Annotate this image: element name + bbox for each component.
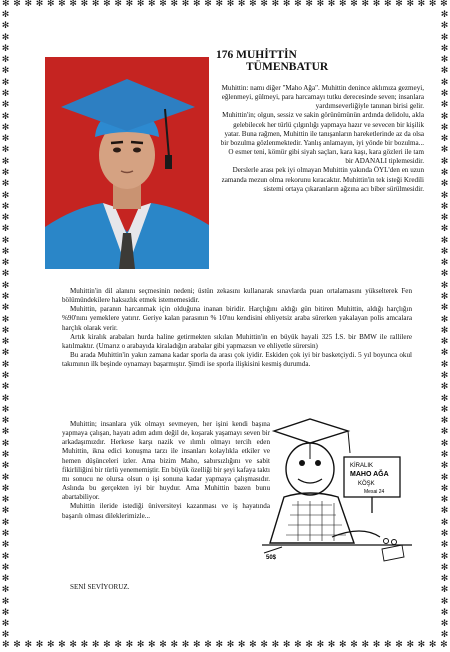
- border-star-icon: ✻: [440, 77, 449, 88]
- border-star-icon: ✻: [1, 348, 10, 359]
- border-star-icon: ✻: [339, 640, 347, 650]
- border-star-icon: ✻: [1, 134, 10, 145]
- border-star-icon: ✻: [395, 640, 403, 650]
- border-star-icon: ✻: [58, 640, 66, 650]
- border-star-icon: ✻: [440, 551, 449, 562]
- border-star-icon: ✻: [1, 517, 10, 528]
- border-star-icon: ✻: [1, 213, 10, 224]
- border-star-icon: ✻: [361, 640, 370, 650]
- border-star-icon: ✻: [417, 0, 426, 9]
- border-star-icon: ✻: [204, 0, 212, 9]
- intro-paragraph: Muhittin'in; olgun, sessiz ve sakin görünümünün ardında delidolu, akla gelebilecek her türlü çılgınlığı yapmaya hazır ve sevecen bir kişilik yatar. Buna rağmen, Muhittin ile tanışanların hareketlerinde az da olsa bir bozulma gözlenmektedir. Yanlış anlamayın, iyi yönde bir bozulma...: [220, 111, 424, 147]
- border-star-icon: ✻: [1, 190, 10, 201]
- border-star-icon: ✻: [440, 528, 449, 539]
- border-star-icon: ✻: [46, 0, 55, 9]
- border-star-icon: ✻: [440, 213, 449, 224]
- border-star-icon: ✻: [440, 100, 449, 111]
- border-star-icon: ✻: [1, 607, 10, 618]
- border-star-icon: ✻: [136, 0, 145, 9]
- border-star-icon: ✻: [440, 280, 449, 291]
- border-star-icon: ✻: [91, 640, 100, 650]
- border-star-icon: ✻: [170, 640, 179, 650]
- border-star-icon: ✻: [406, 640, 414, 650]
- border-star-icon: ✻: [440, 224, 449, 235]
- border-star-icon: ✻: [215, 640, 223, 650]
- border-star-icon: ✻: [1, 314, 10, 325]
- border-star-icon: ✻: [440, 134, 449, 145]
- border-star-icon: ✻: [148, 0, 156, 9]
- border-star-icon: ✻: [294, 640, 302, 650]
- border-star-icon: ✻: [192, 0, 201, 9]
- border-star-icon: ✻: [440, 438, 449, 449]
- border-star-icon: ✻: [1, 21, 10, 32]
- border-star-icon: ✻: [440, 32, 449, 43]
- border-star-icon: ✻: [1, 574, 10, 585]
- border-star-icon: ✻: [350, 0, 358, 9]
- border-star-icon: ✻: [440, 382, 449, 393]
- border-star-icon: ✻: [192, 640, 201, 650]
- body-paragraph: Muhittin ileride istediği üniversiteyi kazanması ve iş hayatında başarılı olması dileklerimizle...: [62, 502, 270, 520]
- border-star-icon: ✻: [440, 88, 449, 99]
- border-star-icon: ✻: [440, 495, 449, 506]
- border-star-icon: ✻: [80, 0, 89, 9]
- intro-text-column: [219, 84, 424, 194]
- border-star-icon: ✻: [103, 640, 111, 650]
- closing-line: [62, 583, 262, 592]
- border-star-icon: ✻: [1, 224, 10, 235]
- border-star-icon: ✻: [1, 179, 10, 190]
- intro-paragraph: Muhittin: namı diğer "Maho Ağa". Muhittin denince aklımıza gezmeyi, eğlenmeyi, gülmeyi, para harcamayı tutku derecesinde seven; insanlara yardımseverliğiyle tanınan birisi gelir.: [221, 84, 424, 111]
- border-star-icon: ✻: [1, 506, 10, 517]
- border-star-icon: ✻: [1, 630, 10, 641]
- border-star-icon: ✻: [125, 0, 134, 9]
- border-star-icon: ✻: [24, 640, 33, 650]
- border-star-icon: ✻: [13, 640, 21, 650]
- border-star-icon: ✻: [440, 540, 449, 551]
- border-star-icon: ✻: [339, 0, 347, 9]
- border-star-icon: ✻: [13, 0, 21, 9]
- student-name-heading: [216, 49, 416, 73]
- border-star-icon: ✻: [350, 640, 358, 650]
- border-star-icon: ✻: [260, 0, 268, 9]
- border-star-icon: ✻: [69, 640, 77, 650]
- intro-paragraph: O esmer teni, kömür gibi siyah saçları, kara kaşı, kara gözleri ile tam bir ADANALI tiplemesidir.: [228, 148, 424, 166]
- border-star-icon: ✻: [440, 21, 449, 32]
- border-star-icon: ✻: [440, 393, 449, 404]
- border-star-icon: ✻: [1, 427, 10, 438]
- border-star-icon: ✻: [383, 640, 392, 650]
- border-star-icon: ✻: [428, 640, 437, 650]
- border-star-icon: ✻: [440, 292, 449, 303]
- border-star-icon: ✻: [440, 201, 449, 212]
- border-star-icon: ✻: [440, 585, 449, 596]
- border-star-icon: ✻: [136, 640, 145, 650]
- border-star-icon: ✻: [440, 640, 448, 650]
- border-star-icon: ✻: [440, 145, 449, 156]
- border-star-icon: ✻: [1, 258, 10, 269]
- border-star-icon: ✻: [440, 607, 449, 618]
- border-star-icon: ✻: [440, 235, 449, 246]
- left-text-column: [62, 420, 270, 521]
- border-star-icon: ✻: [440, 337, 449, 348]
- border-star-icon: ✻: [1, 393, 10, 404]
- border-star-icon: ✻: [428, 0, 437, 9]
- student-portrait-photo: [45, 57, 209, 269]
- border-star-icon: ✻: [440, 66, 449, 77]
- border-star-icon: ✻: [114, 0, 122, 9]
- border-star-icon: ✻: [305, 0, 313, 9]
- border-star-icon: ✻: [440, 122, 449, 133]
- border-star-icon: ✻: [1, 528, 10, 539]
- border-star-icon: ✻: [440, 325, 449, 336]
- border-star-icon: ✻: [440, 156, 449, 167]
- border-star-icon: ✻: [440, 303, 449, 314]
- border-star-icon: ✻: [294, 0, 302, 9]
- border-star-icon: ✻: [1, 619, 10, 630]
- border-star-icon: ✻: [395, 0, 403, 9]
- body-paragraph: Bu arada Muhittin'in yakın zamana kadar sporla da arası çok iyidir. Eskiden çok iyi bir basketçiydi. 5 yıl boyunca okul takımının ilk beşinde oynamayı başarmıştır. Şimdi ise sporla ilişkisini kesmiş durumda.: [62, 351, 412, 369]
- border-star-icon: ✻: [1, 416, 10, 427]
- border-star-icon: ✻: [215, 0, 223, 9]
- border-star-icon: ✻: [1, 438, 10, 449]
- border-star-icon: ✻: [271, 0, 280, 9]
- border-star-icon: ✻: [1, 382, 10, 393]
- border-star-icon: ✻: [1, 66, 10, 77]
- border-star-icon: ✻: [372, 0, 381, 9]
- border-star-icon: ✻: [440, 258, 449, 269]
- graduate-cartoon-illustration: [262, 413, 412, 573]
- border-star-icon: ✻: [1, 472, 10, 483]
- border-star-icon: ✻: [440, 461, 449, 472]
- border-star-icon: ✻: [440, 179, 449, 190]
- border-star-icon: ✻: [316, 0, 325, 9]
- border-star-icon: ✻: [440, 630, 449, 641]
- border-star-icon: ✻: [103, 0, 111, 9]
- border-star-icon: ✻: [69, 0, 77, 9]
- border-star-icon: ✻: [2, 640, 10, 650]
- border-star-icon: ✻: [1, 280, 10, 291]
- border-star-icon: ✻: [1, 371, 10, 381]
- border-star-icon: ✻: [1, 246, 10, 257]
- border-star-icon: ✻: [237, 0, 246, 9]
- border-star-icon: ✻: [1, 596, 10, 607]
- border-star-icon: ✻: [440, 562, 449, 573]
- border-star-icon: ✻: [440, 10, 449, 20]
- border-star-icon: ✻: [1, 585, 10, 596]
- border-star-icon: ✻: [1, 122, 10, 133]
- border-star-icon: ✻: [440, 371, 449, 381]
- border-star-icon: ✻: [1, 325, 10, 336]
- sign-text-line3: KÖŞK: [358, 481, 375, 487]
- border-star-icon: ✻: [440, 246, 449, 257]
- border-star-icon: ✻: [406, 0, 414, 9]
- border-star-icon: ✻: [1, 359, 10, 370]
- border-star-icon: ✻: [159, 0, 167, 9]
- border-star-icon: ✻: [1, 551, 10, 562]
- border-star-icon: ✻: [1, 167, 10, 178]
- border-star-icon: ✻: [1, 483, 10, 494]
- border-star-icon: ✻: [361, 0, 370, 9]
- number-and-first-name: 176 MUHİTTİN: [216, 49, 297, 61]
- border-star-icon: ✻: [1, 461, 10, 472]
- border-star-icon: ✻: [440, 416, 449, 427]
- border-star-icon: ✻: [1, 10, 10, 20]
- border-star-icon: ✻: [260, 640, 268, 650]
- border-star-icon: ✻: [440, 269, 449, 280]
- border-star-icon: ✻: [226, 0, 235, 9]
- border-star-icon: ✻: [305, 640, 313, 650]
- border-star-icon: ✻: [440, 359, 449, 370]
- border-star-icon: ✻: [204, 640, 212, 650]
- border-star-icon: ✻: [181, 640, 190, 650]
- border-star-icon: ✻: [1, 77, 10, 88]
- border-star-icon: ✻: [282, 0, 291, 9]
- border-star-icon: ✻: [372, 640, 381, 650]
- full-width-text: [62, 287, 412, 369]
- border-star-icon: ✻: [35, 640, 44, 650]
- border-star-icon: ✻: [282, 640, 291, 650]
- border-star-icon: ✻: [1, 201, 10, 212]
- body-paragraph: Artık kiralık arabaları hurda haline getirmekten sıkılan Muhittin'in en büyük hayali 325 İ.S. bir BMW ile rallilere katılmaktır. (Umarız o arabayıda kiraladığın arabalar gibi yapmazsın ve ehliyetle sürersin): [62, 332, 412, 350]
- border-star-icon: ✻: [440, 517, 449, 528]
- border-star-icon: ✻: [271, 640, 280, 650]
- sign-text-line2: MAHO AĞA: [350, 471, 389, 478]
- border-star-icon: ✻: [1, 337, 10, 348]
- border-star-icon: ✻: [383, 0, 392, 9]
- border-star-icon: ✻: [440, 111, 449, 122]
- border-star-icon: ✻: [440, 619, 449, 630]
- border-star-icon: ✻: [1, 43, 10, 54]
- border-star-icon: ✻: [1, 156, 10, 167]
- sign-text-line1: KİRALIK: [350, 463, 374, 469]
- border-star-icon: ✻: [1, 404, 10, 415]
- border-star-icon: ✻: [1, 235, 10, 246]
- border-star-icon: ✻: [148, 640, 156, 650]
- closing-text: SENİ SEVİYORUZ.: [70, 583, 130, 591]
- sign-text-line4: Mesai 24: [364, 489, 385, 495]
- border-star-icon: ✻: [417, 640, 426, 650]
- border-star-icon: ✻: [327, 640, 336, 650]
- border-star-icon: ✻: [125, 640, 134, 650]
- border-star-icon: ✻: [249, 0, 257, 9]
- border-star-icon: ✻: [1, 495, 10, 506]
- border-star-icon: ✻: [440, 348, 449, 359]
- border-star-icon: ✻: [80, 640, 89, 650]
- border-star-icon: ✻: [2, 0, 10, 9]
- border-star-icon: ✻: [91, 0, 100, 9]
- border-star-icon: ✻: [440, 43, 449, 54]
- border-star-icon: ✻: [440, 167, 449, 178]
- border-star-icon: ✻: [440, 574, 449, 585]
- border-star-icon: ✻: [35, 0, 44, 9]
- border-star-icon: ✻: [181, 0, 190, 9]
- border-star-icon: ✻: [440, 506, 449, 517]
- border-star-icon: ✻: [170, 0, 179, 9]
- border-star-icon: ✻: [316, 640, 325, 650]
- border-star-icon: ✻: [1, 269, 10, 280]
- border-star-icon: ✻: [440, 427, 449, 438]
- body-paragraph: Muhittin, paranın harcanmak için olduğuna inanan biridir. Harçlığını aldığı gün bitiren Muhittin, aldığı harçlığın %90'nını yemeklere yatırır. Geriye kalan parasının % 10'nu kendisini ehliyetsiz araba sürerken yakalayan polis amcalara harçlık olarak verir.: [62, 305, 412, 332]
- border-star-icon: ✻: [440, 404, 449, 415]
- border-star-icon: ✻: [237, 640, 246, 650]
- border-star-icon: ✻: [1, 449, 10, 460]
- body-paragraph: Muhittin'in dil alanını seçmesinin nedeni; üstün zekasını kullanarak sınavlarda puan ortalamasını yükselterek Fen bölümündekilere haksızlık etmek istememesidir.: [62, 287, 412, 305]
- border-star-icon: ✻: [24, 0, 33, 9]
- border-star-icon: ✻: [440, 472, 449, 483]
- border-star-icon: ✻: [1, 55, 10, 66]
- border-star-icon: ✻: [159, 640, 167, 650]
- money-label: 50$: [266, 555, 277, 561]
- border-star-icon: ✻: [1, 111, 10, 122]
- border-star-icon: ✻: [440, 314, 449, 325]
- body-paragraph: Muhittin; insanlara yük olmayı sevmeyen, her işini kendi başına yapmaya çalışan, hayatı adım adım değil de, koşarak yaşamayı seven bir arkadaşımızdır. Herkese karşı nazik ve ılımlı olmayı tercih eden Muhittin, ikna edici konuşma tarzı ile insanları kolaylıkla etkiler ve hemen düşünceleri izler. Ama bizim Maho, sabırsızlığını ve sabit fikirliliğini bir türlü yenememiştir. En büyük özelliği bir şeyi kafaya taktı mı sonucu ne olursa olsun o işi sonuna kadar yapmaya çalışmasıdır. Aslında bu gerçekten iyi bir huydur. Ama Muhittin bazen bunu abartabiliyor.: [62, 420, 270, 502]
- surname: TÜMENBATUR: [246, 61, 329, 73]
- border-star-icon: ✻: [1, 303, 10, 314]
- border-star-icon: ✻: [249, 640, 257, 650]
- border-star-icon: ✻: [1, 32, 10, 43]
- border-star-icon: ✻: [114, 640, 122, 650]
- border-star-icon: ✻: [440, 190, 449, 201]
- intro-paragraph: Derslerle arası pek iyi olmayan Muhittin yakında ÖYL'den en uzun zamanda mezun olma rekorunu kıracaktır. Muhittin'in tek isteği Kredili sistemi ortaya çıkaranların ağzına acı biber sürülmesidir.: [221, 166, 424, 193]
- border-star-icon: ✻: [1, 292, 10, 303]
- border-star-icon: ✻: [440, 0, 448, 9]
- border-star-icon: ✻: [1, 88, 10, 99]
- border-star-icon: ✻: [46, 640, 55, 650]
- border-star-icon: ✻: [226, 640, 235, 650]
- border-star-icon: ✻: [440, 449, 449, 460]
- border-star-icon: ✻: [1, 540, 10, 551]
- border-star-icon: ✻: [327, 0, 336, 9]
- border-star-icon: ✻: [1, 145, 10, 156]
- border-star-icon: ✻: [1, 562, 10, 573]
- border-star-icon: ✻: [440, 596, 449, 607]
- border-star-icon: ✻: [440, 483, 449, 494]
- border-star-icon: ✻: [58, 0, 66, 9]
- border-star-icon: ✻: [1, 100, 10, 111]
- border-star-icon: ✻: [440, 55, 449, 66]
